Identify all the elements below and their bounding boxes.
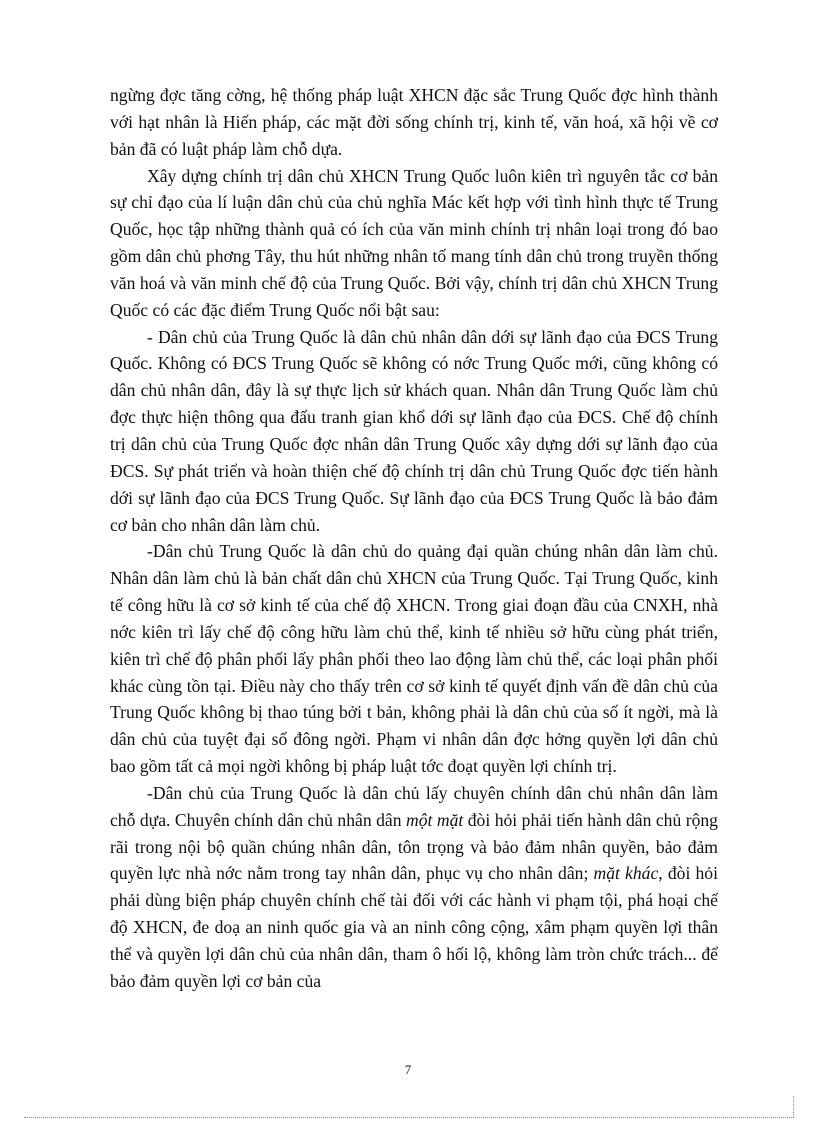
footer-dotted-rule	[24, 1117, 794, 1118]
paragraph-point-3-text-3: , đòi hỏi phải dùng biện pháp chuyên chính chế tài đối với các hành vi phạm tội, phá hoại chế độ XHCN, đe doạ an ninh quốc gia và an ninh công cộng, xâm phạm quyền lợi thân thể và quyền lợi dân chủ của nhân dân, tham ô hối lộ, không làm tròn chức trách... để bảo đảm quyền lợi cơ bản của	[110, 863, 718, 991]
paragraph-point-3-text-2: đòi hỏi phải tiến hành dân chủ rộng rãi trong nội bộ quần chúng nhân dân, tôn trọng và bảo đảm nhân quyền, bảo đảm quyền lực nhà nớc nằm trong tay nhân dân, phục vụ cho nhân dân;	[110, 809, 718, 884]
italic-mat-khac: mặt khác	[593, 863, 659, 884]
paragraph-intro: Xây dựng chính trị dân chủ XHCN Trung Quốc luôn kiên trì nguyên tắc cơ bản sự chỉ đạo của lí luận dân chủ của chủ nghĩa Mác kết hợp với tình hình thực tế Trung Quốc, học tập những thành quả có ích của văn minh chính trị nhân loại trong đó bao gồm dân chủ phơng Tây, thu hút những nhân tố mang tính dân chủ trong truyền thống văn hoá và văn minh chế độ của Trung Quốc. Bởi vậy, chính trị dân chủ XHCN Trung Quốc có các đặc điểm Trung Quốc nổi bật sau:	[110, 165, 718, 320]
paragraph-point-1: - Dân chủ của Trung Quốc là dân chủ nhân dân dới sự lãnh đạo của ĐCS Trung Quốc. Không có ĐCS Trung Quốc sẽ không có nớc Trung Quốc mới, cũng không có dân chủ nhân dân, đây là sự thực lịch sử khách quan. Nhân dân Trung Quốc làm chủ đợc thực hiện thông qua đấu tranh gian khổ dới sự lãnh đạo của ĐCS. Chế độ chính trị dân chủ của Trung Quốc đợc nhân dân Trung Quốc xây dựng dới sự lãnh đạo của ĐCS. Sự phát triển và hoàn thiện chế độ chính trị dân chủ Trung Quốc đợc tiến hành dới sự lãnh đạo của ĐCS Trung Quốc. Sự lãnh đạo của ĐCS Trung Quốc là bảo đảm cơ bản cho nhân dân làm chủ.	[110, 326, 718, 535]
paragraph-point-3	[110, 780, 718, 995]
italic-mot-mat: một mặt	[406, 809, 464, 830]
paragraph-point-3-text-1: -Dân chủ của Trung Quốc là dân chủ lấy chuyên chính dân chủ nhân dân làm chỗ dựa. Chuyên chính dân chủ nhân dân	[110, 782, 718, 830]
body-text	[110, 82, 718, 995]
footer-corner-mark	[793, 1096, 794, 1117]
paragraph-point-2: -Dân chủ Trung Quốc là dân chủ do quảng đại quần chúng nhân dân làm chủ. Nhân dân làm chủ là bản chất dân chủ XHCN của Trung Quốc. Tại Trung Quốc, kinh tế công hữu là cơ sở kinh tế của chế độ XHCN. Trong giai đoạn đầu của CNXH, nhà nớc kiên trì lấy chế độ công hữu làm chủ thể, kinh tế nhiều sở hữu cùng phát triển, kiên trì chế độ phân phối lấy phân phối theo lao động làm chủ thể, các loại phân phối khác cùng tồn tại. Điều này cho thấy trên cơ sở kinh tế quyết định vấn đề dân chủ của Trung Quốc không bị thao túng bởi t bản, không phải là dân chủ của số ít ngời, mà là dân chủ của tuyệt đại số đông ngời. Phạm vi nhân dân đợc hởng quyền lợi dân chủ bao gồm tất cả mọi ngời không bị pháp luật tớc đoạt quyền lợi chính trị.	[110, 541, 718, 777]
paragraph-continuation: ngừng đợc tăng cờng, hệ thống pháp luật XHCN đặc sắc Trung Quốc đợc hình thành với hạt nhân là Hiến pháp, các mặt đời sống chính trị, kinh tế, văn hoá, xã hội về cơ bản đã có luật pháp làm chỗ dựa.	[110, 85, 718, 159]
page-number: 7	[404, 1062, 412, 1077]
